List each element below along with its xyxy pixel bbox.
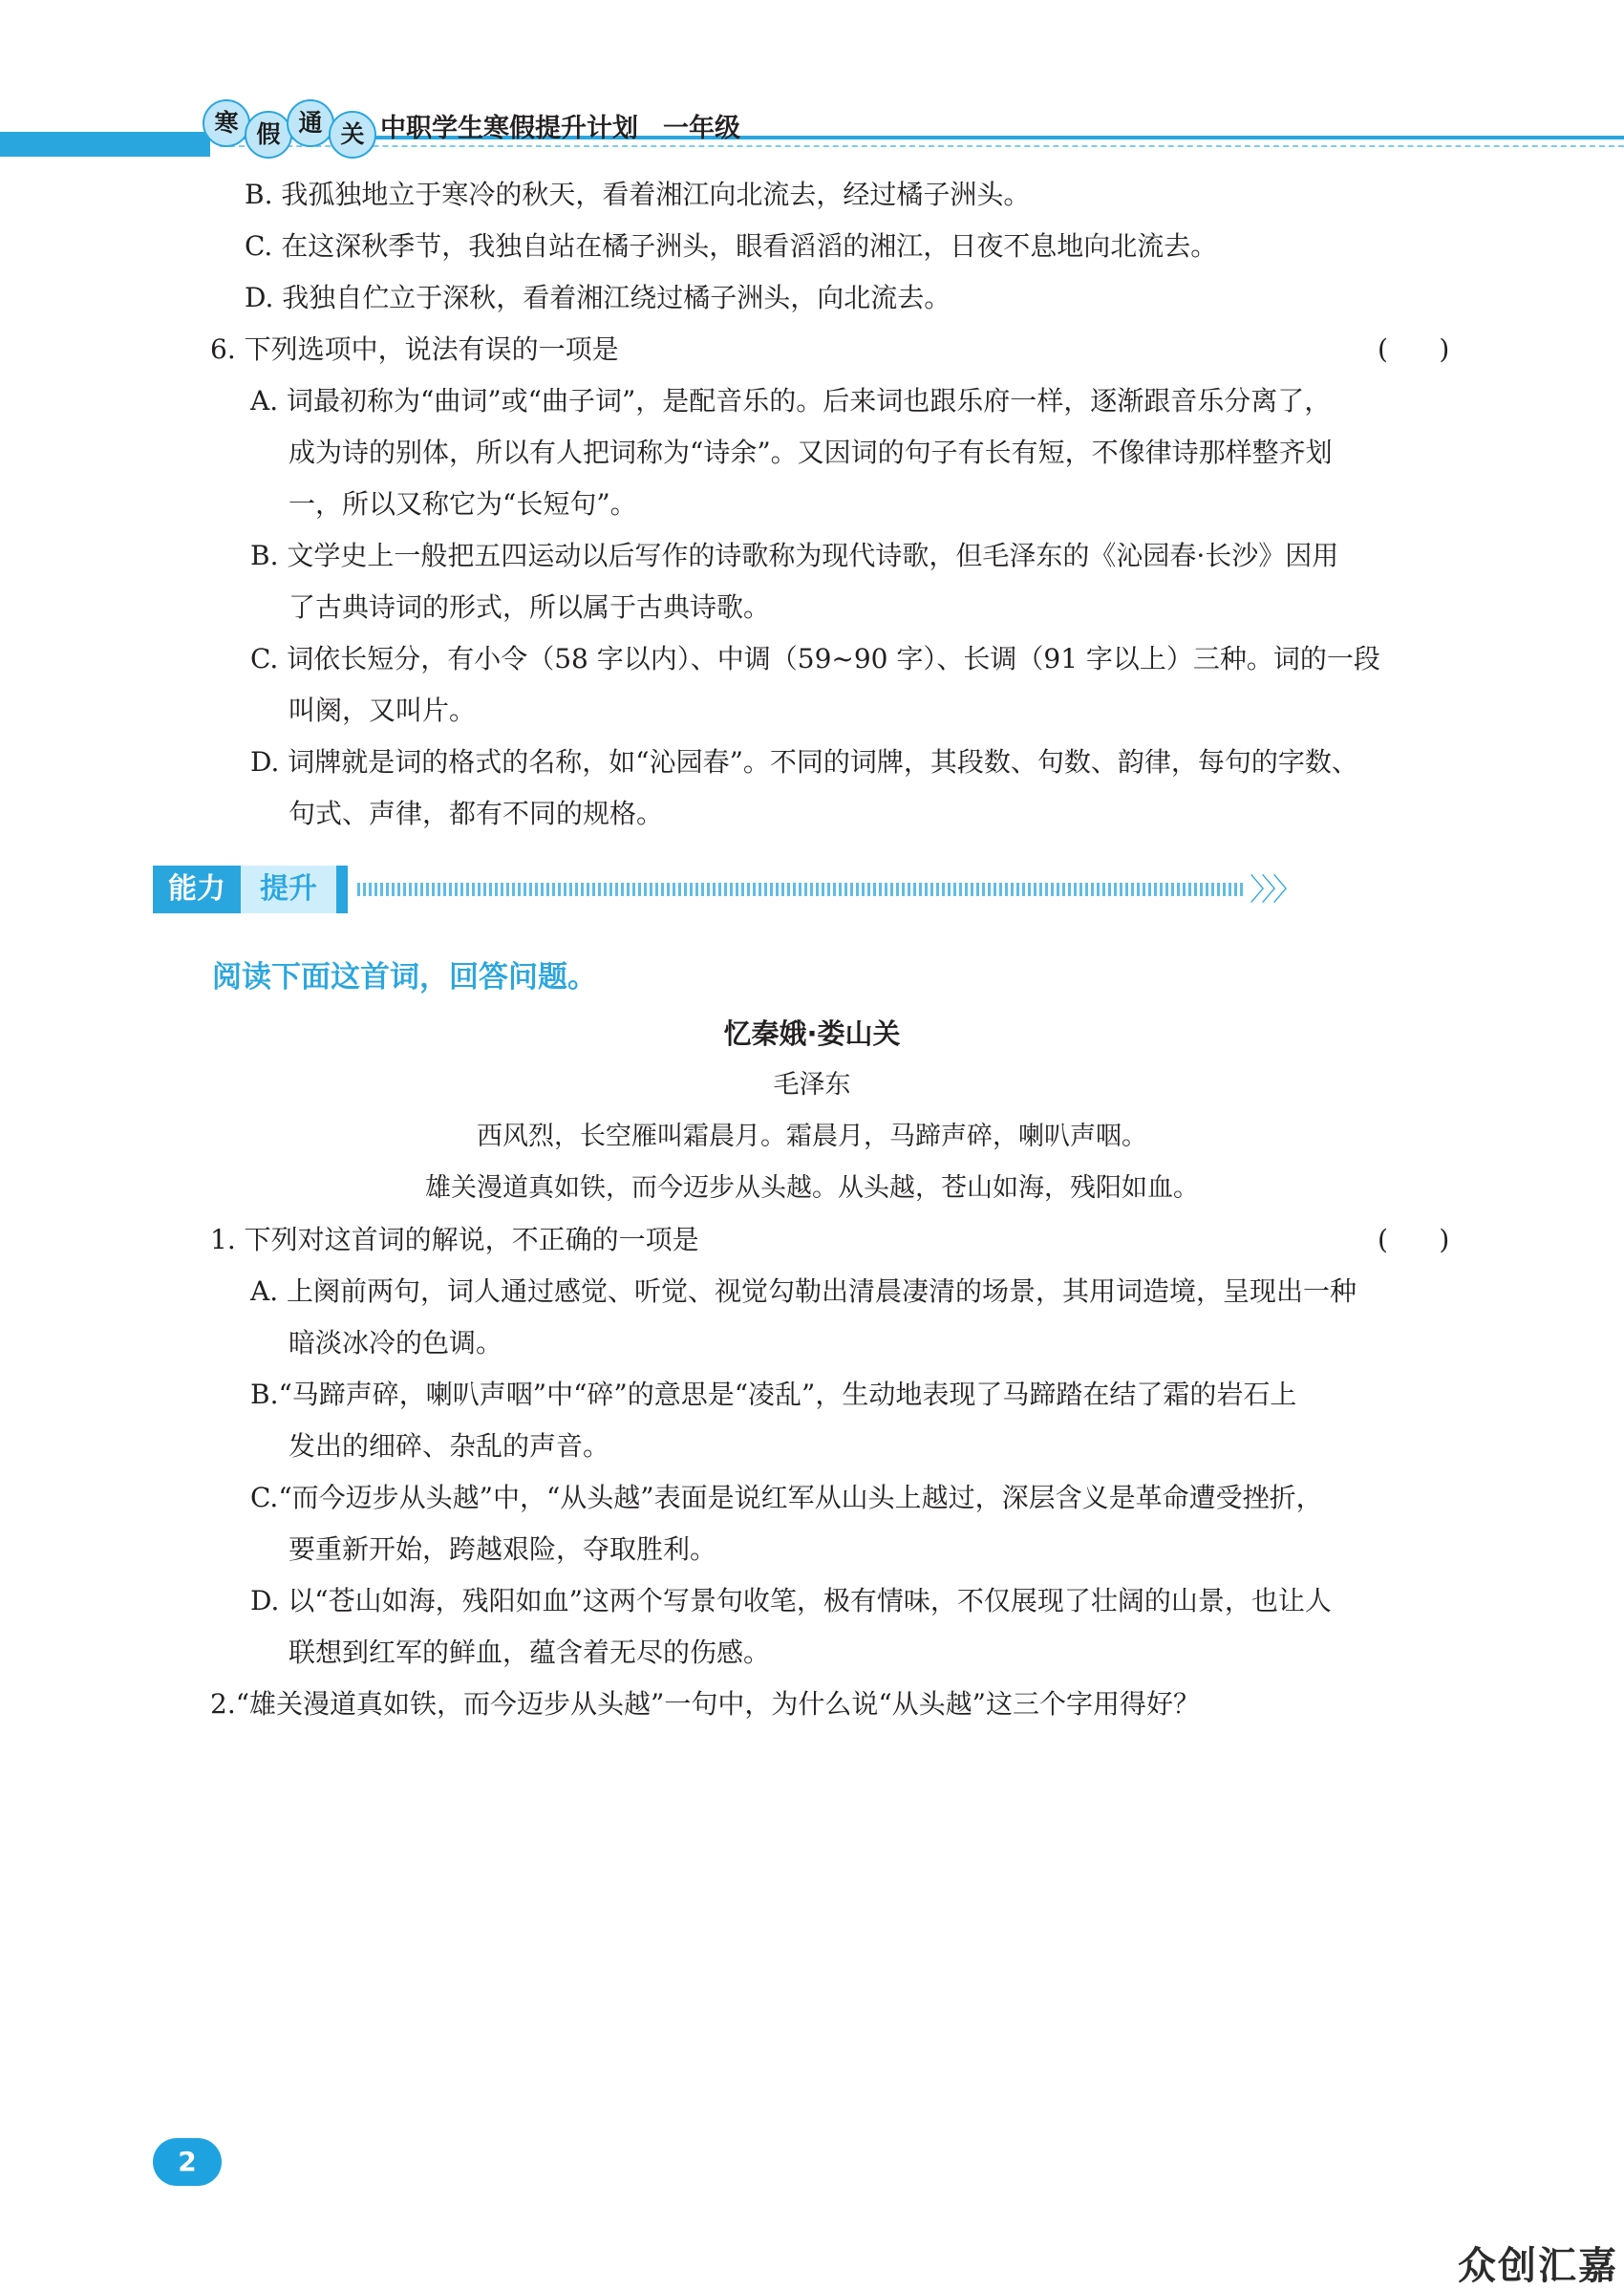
p1-option-c-line1: C.“而今迈步从头越”中，“从头越”表面是说红军从山头上越过，深层含义是革命遭受挫折， bbox=[250, 1482, 1323, 1513]
section-stripe bbox=[357, 883, 1246, 896]
q6-option-d-line2: 句式、声律，都有不同的规格。 bbox=[288, 798, 664, 829]
poem-author: 毛泽东 bbox=[773, 1070, 851, 1100]
q6-option-a-line2: 成为诗的别体，所以有人把词称为“诗余”。又因词的句子有长有短，不像律诗那样整齐划 bbox=[288, 437, 1333, 468]
q6-option-d-line1: D. 词牌就是词的格式的名称，如“沁园春”。不同的词牌，其段数、句数、韵律，每句的字数、 bbox=[250, 746, 1358, 778]
q5-option-c: C. 在这深秋季节，我独自站在橘子洲头，眼看滔滔的湘江，日夜不息地向北流去。 bbox=[245, 230, 1218, 262]
header-badges bbox=[203, 99, 374, 157]
q6-option-a-line1: A. 词最初称为“曲词”或“曲子词”，是配音乐的。后来词也跟乐府一样，逐渐跟音乐分离了， bbox=[250, 385, 1332, 417]
p1-option-d-line2: 联想到红军的鲜血，蕴含着无尽的伤感。 bbox=[288, 1637, 771, 1668]
q6-option-b-line2: 了古典诗词的形式，所以属于古典诗歌。 bbox=[288, 591, 771, 623]
header-grade: 一年级 bbox=[663, 114, 740, 143]
section-label-right: 提升 bbox=[241, 866, 336, 913]
p1-option-a-line2: 暗淡冰冷的色调。 bbox=[288, 1327, 503, 1359]
q6-answer-paren: ( ) bbox=[1378, 333, 1450, 365]
q6-stem: 6. 下列选项中，说法有误的一项是 bbox=[210, 333, 619, 365]
p1-option-b-line1: B.“马蹄声碎，喇叭声咽”中“碎”的意思是“凌乱”，生动地表现了马蹄踏在结了霜的岩石上 bbox=[250, 1379, 1297, 1410]
poem-line: 西风烈，长空雁叫霜晨月。霜晨月，马蹄声碎，喇叭声咽。 bbox=[477, 1122, 1147, 1151]
header-bar bbox=[0, 132, 210, 157]
q6-option-c-line1: C. 词依长短分，有小令（58 字以内）、中调（59~90 字）、长调（91 字以上）三种。词的一段 bbox=[250, 643, 1380, 674]
watermark-logo: 众创汇嘉 bbox=[1458, 2244, 1618, 2288]
q6-option-a-line3: 一，所以又称它为“长短句”。 bbox=[288, 488, 637, 520]
p2-stem: 2.“雄关漫道真如铁，而今迈步从头越”一句中，为什么说“从头越”这三个字用得好？ bbox=[210, 1688, 1200, 1720]
p1-answer-paren: ( ) bbox=[1378, 1224, 1450, 1255]
header-badge: 假 bbox=[245, 111, 292, 159]
poem-title: 忆秦娥·娄山关 bbox=[723, 1017, 901, 1050]
p1-option-a-line1: A. 上阕前两句，词人通过感觉、听觉、视觉勾勒出清晨凄清的场景，其用词造境，呈现出一种 bbox=[250, 1275, 1357, 1307]
p1-option-b-line2: 发出的细碎、杂乱的声音。 bbox=[288, 1430, 610, 1462]
header-badge: 通 bbox=[287, 99, 334, 147]
section-arrows-icon: 〉〉〉 bbox=[1250, 871, 1300, 908]
poem-line: 雄关漫道真如铁，而今迈步从头越。从头越，苍山如海，残阳如血。 bbox=[425, 1173, 1199, 1203]
p1-option-c-line2: 要重新开始，跨越艰险，夺取胜利。 bbox=[288, 1533, 717, 1565]
p1-option-d-line1: D. 以“苍山如海，残阳如血”这两个写景句收笔，极有情味，不仅展现了壮阔的山景，也让人 bbox=[250, 1585, 1332, 1616]
section-tab bbox=[336, 866, 348, 913]
header-badge: 关 bbox=[329, 111, 376, 159]
page-number: 2 bbox=[153, 2138, 222, 2186]
header-badge: 寒 bbox=[203, 99, 250, 147]
header-title bbox=[380, 107, 740, 144]
section-label-left: 能力 bbox=[153, 866, 241, 913]
header-title-text: 中职学生寒假提升计划 bbox=[380, 114, 638, 143]
q5-option-b: B. 我孤独地立于寒冷的秋天，看着湘江向北流去，经过橘子洲头。 bbox=[245, 179, 1031, 210]
p1-stem: 1. 下列对这首词的解说，不正确的一项是 bbox=[210, 1224, 699, 1255]
q5-option-d: D. 我独自伫立于深秋，看着湘江绕过橘子洲头，向北流去。 bbox=[245, 282, 951, 313]
reading-instruction: 阅读下面这首词，回答问题。 bbox=[212, 960, 597, 995]
header-dash-rule bbox=[220, 145, 1624, 147]
q6-option-b-line1: B. 文学史上一般把五四运动以后写作的诗歌称为现代诗歌，但毛泽东的《沁园春·长沙》因用 bbox=[250, 540, 1339, 571]
q6-option-c-line2: 叫阕，又叫片。 bbox=[288, 695, 477, 726]
section-banner bbox=[153, 864, 1300, 915]
